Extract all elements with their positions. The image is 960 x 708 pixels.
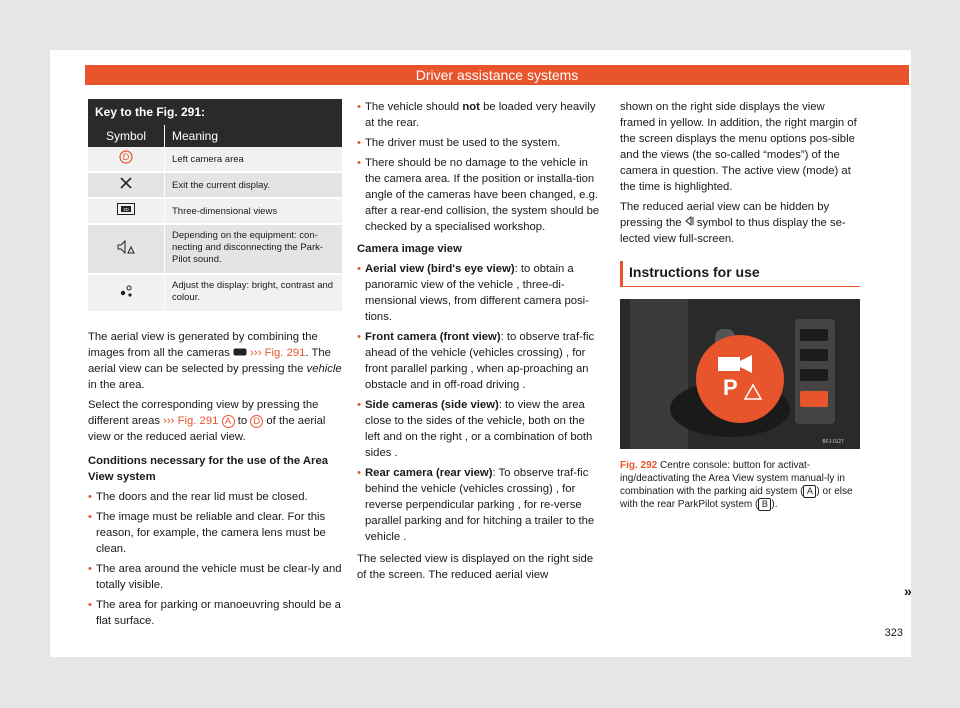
list-item: • The area for parking or manoeuvring should be a flat surface.	[88, 597, 342, 629]
svg-text:P: P	[723, 375, 738, 401]
row-meaning: Depending on the equipment: con-necting and disconnecting the Park-Pilot sound.	[172, 230, 324, 265]
camera-view-heading: Camera image view	[357, 243, 462, 255]
table-head	[88, 99, 342, 147]
figure-caption: Fig. 292 Centre console: button for activat-ing/deactivating the Area View system manual-ly in combination with the parking aid system ( A ) or else with the rear ParkPilot system ( B ).	[620, 460, 853, 511]
list-item: • The area around the vehicle must be clear-ly and totally visible.	[88, 561, 342, 593]
marker-a: A	[803, 485, 816, 498]
svg-text:3D: 3D	[123, 206, 129, 212]
column-3	[620, 99, 860, 511]
page-number: 323	[884, 627, 903, 639]
paragraph-aerial-view: The aerial view is generated by combining the images from all the cameras ››› Fig. 291. The aerial view can be selected by pressing the vehicle in the area.	[88, 331, 342, 392]
list-item-rear: • Rear camera (rear view): To observe traf-fic behind the vehicle (vehicles crossing) , for reverse perpendicular parking , for re-verse parallel parking and for hitching a trailer to the vehicle .	[357, 465, 601, 545]
figure-label: Fig. 292	[620, 460, 658, 472]
list-item-aerial: • Aerial view (bird's eye view): to obtain a panoramic view of the vehicle , three-di-mensional views, from different camera posi-tions.	[357, 261, 601, 325]
manual-page	[50, 50, 911, 657]
section-heading: Instructions for use	[620, 261, 860, 287]
row-meaning: Three-dimensional views	[172, 206, 278, 217]
figure-reference[interactable]: ››› Fig. 291	[250, 347, 306, 359]
list-item: • The driver must be used to the system.	[357, 135, 601, 151]
table-body	[88, 147, 342, 313]
table-row	[88, 275, 342, 313]
column-2	[357, 99, 601, 587]
continue-mark: »	[904, 583, 912, 599]
list-item: • There should be no damage to the vehicle in the camera area. If the position or installa-tion angle of the cameras have been changed, e.g. after a rear-end collision, the system should be checked by a specialised workshop.	[357, 155, 601, 235]
brightness-icon	[118, 284, 134, 303]
list-item-side: • Side cameras (side view): to view the area close to the sides of the vehicle, both on the left and on the right , or a combination of both sides .	[357, 397, 601, 461]
table-row	[88, 199, 342, 225]
table-caption: Key to the Fig. 291:	[95, 105, 206, 119]
paragraph-select-view: Select the corresponding view by pressing the different areas ››› Fig. 291 A to D of the aerial view or the reduced aerial view.	[88, 399, 326, 444]
list-item-front: • Front camera (front view): to observe traf-fic ahead of the vehicle (vehicles crossing) , for front parallel parking , when ap-proaching an obstacle and in off-road driving .	[357, 329, 601, 393]
list-item: • The doors and the rear lid must be closed.	[88, 489, 342, 505]
page-header: Driver assistance systems	[85, 65, 909, 85]
marker-b: B	[758, 498, 771, 511]
sound-toggle-icon	[117, 240, 135, 259]
col-meaning-header: Meaning	[172, 129, 219, 143]
row-meaning: Adjust the display: bright, contrast and colour.	[172, 280, 334, 303]
collapse-view-icon	[685, 215, 694, 231]
conditions-heading: Conditions necessary for the use of the Area View system	[88, 455, 329, 484]
figure-292-photo	[620, 299, 860, 449]
row-meaning: Exit the current display.	[172, 180, 271, 191]
paragraph-selected-view: The selected view is displayed on the right side of the screen. The reduced aerial view	[357, 553, 594, 581]
table-row	[88, 225, 342, 275]
table-row	[88, 147, 342, 173]
circled-d-icon	[119, 150, 133, 169]
list-item: • The image must be reliable and clear. For this reason, for example, the camera lens must be clean.	[88, 509, 342, 557]
svg-text:D: D	[122, 151, 130, 162]
marker-a: A	[222, 415, 235, 428]
list-item: • The vehicle should not be loaded very heavily at the rear.	[357, 99, 601, 131]
col-symbol-header: Symbol	[88, 125, 165, 147]
figure-code: BFJ-0127	[822, 439, 844, 446]
paragraph-view-description: shown on the right side displays the view framed in yellow. In addition, the right margin of the screen displays the menu options pos-sible and the views (the so-called “modes”) of the camera in question. The active view (mode) at the time is highlighted.	[620, 101, 857, 193]
column-1	[88, 99, 342, 633]
figure-reference[interactable]: ››› Fig. 291	[163, 415, 219, 428]
row-meaning: Left camera area	[172, 154, 244, 165]
3d-view-icon	[117, 203, 135, 220]
marker-d: D	[250, 415, 263, 428]
symbol-table	[88, 99, 342, 313]
table-row	[88, 173, 342, 199]
close-icon	[120, 177, 132, 194]
vehicle-icon	[233, 345, 247, 361]
paragraph-hide-view: The reduced aerial view can be hidden by pressing the symbol to thus display the se-lected view full-screen.	[620, 201, 846, 246]
